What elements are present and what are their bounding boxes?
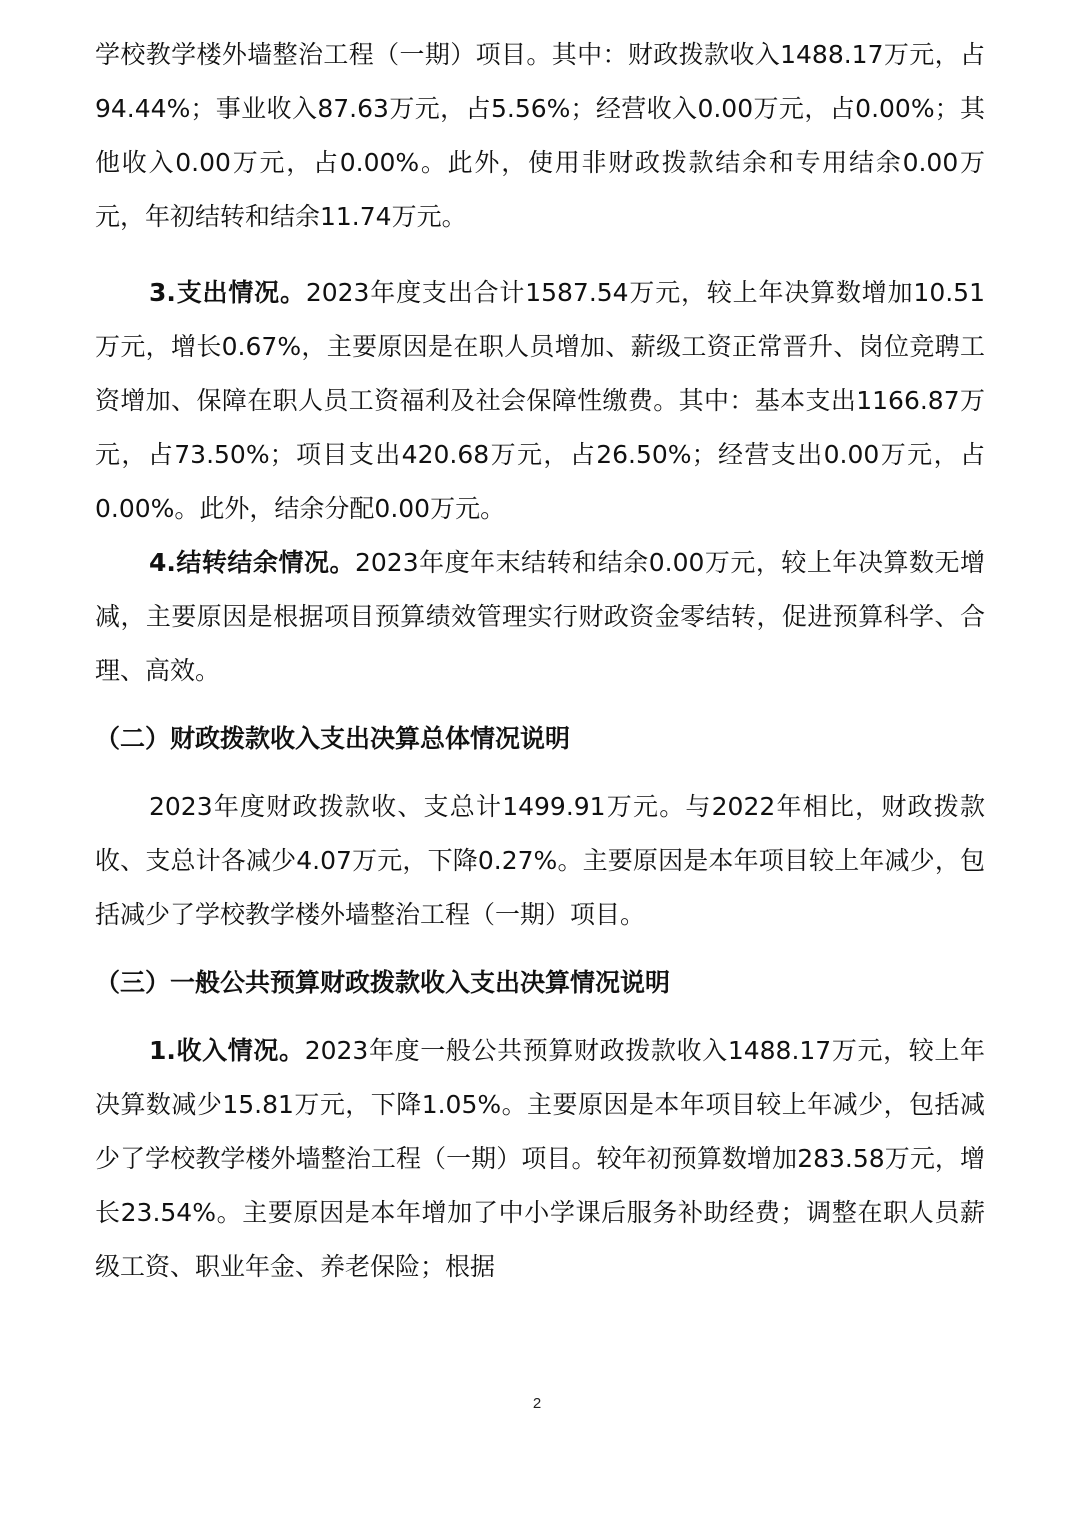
carryover-text: 2023年度年末结转和结余0.00万元，较上年决算数无增减，主要原因是根据项目预算绩效管理实行财政资金零结转，促进预算科学、合理、高效。: [95, 548, 985, 685]
income-heading: 1.收入情况。: [149, 1036, 305, 1065]
expenditure-text: 2023年度支出合计1587.54万元，较上年决算数增加10.51万元，增长0.67%，主要原因是在职人员增加、薪级工资正常晋升、岗位竞聘工资增加、保障在职人员工资福利及社会保障性缴费。其中：基本支出1166.87万元，占73.50%；项目支出420.68万元，占26.50%；经营支出0.00万元，占0.00%。此外，结余分配0.00万元。: [95, 278, 985, 523]
income-text: 2023年度一般公共预算财政拨款收入1488.17万元，较上年决算数减少15.81万元，下降1.05%。主要原因是本年项目较上年减少，包括减少了学校教学楼外墙整治工程（一期）项目。较年初预算数增加283.58万元，增长23.54%。主要原因是本年增加了中小学课后服务补助经费；调整在职人员薪级工资、职业年金、养老保险；根据: [95, 1036, 985, 1281]
carryover-heading: 4.结转结余情况。: [149, 548, 355, 577]
section-spacer: [95, 698, 985, 712]
expenditure-heading: 3.支出情况。: [149, 278, 306, 307]
page-number: 2: [532, 1395, 542, 1412]
paragraph-income-breakdown: 学校教学楼外墙整治工程（一期）项目。其中：财政拨款收入1488.17万元，占94.44%；事业收入87.63万元，占5.56%；经营收入0.00万元，占0.00%；其他收入0.00万元，占0.00%。此外，使用非财政拨款结余和专用结余0.00万元，年初结转和结余11.74万元。: [95, 40, 985, 231]
section-spacer: [95, 766, 985, 780]
section-spacer: [95, 942, 985, 956]
section-heading-fiscal-overview: （二）财政拨款收入支出决算总体情况说明: [95, 724, 571, 753]
paragraph-spacer: [95, 244, 985, 266]
paragraph-general-budget-income: [95, 1024, 985, 1294]
paragraph-expenditure: [95, 266, 985, 536]
paragraph-fiscal-overview: 2023年度财政拨款收、支总计1499.91万元。与2022年相比，财政拨款收、支总计各减少4.07万元，下降0.27%。主要原因是本年项目较上年减少，包括减少了学校教学楼外墙整治工程（一期）项目。: [95, 792, 985, 929]
paragraph-carryover: [95, 536, 985, 698]
section-heading-general-budget: （三）一般公共预算财政拨款收入支出决算情况说明: [95, 968, 671, 997]
document-body: [95, 28, 985, 1294]
section-spacer: [95, 1010, 985, 1024]
